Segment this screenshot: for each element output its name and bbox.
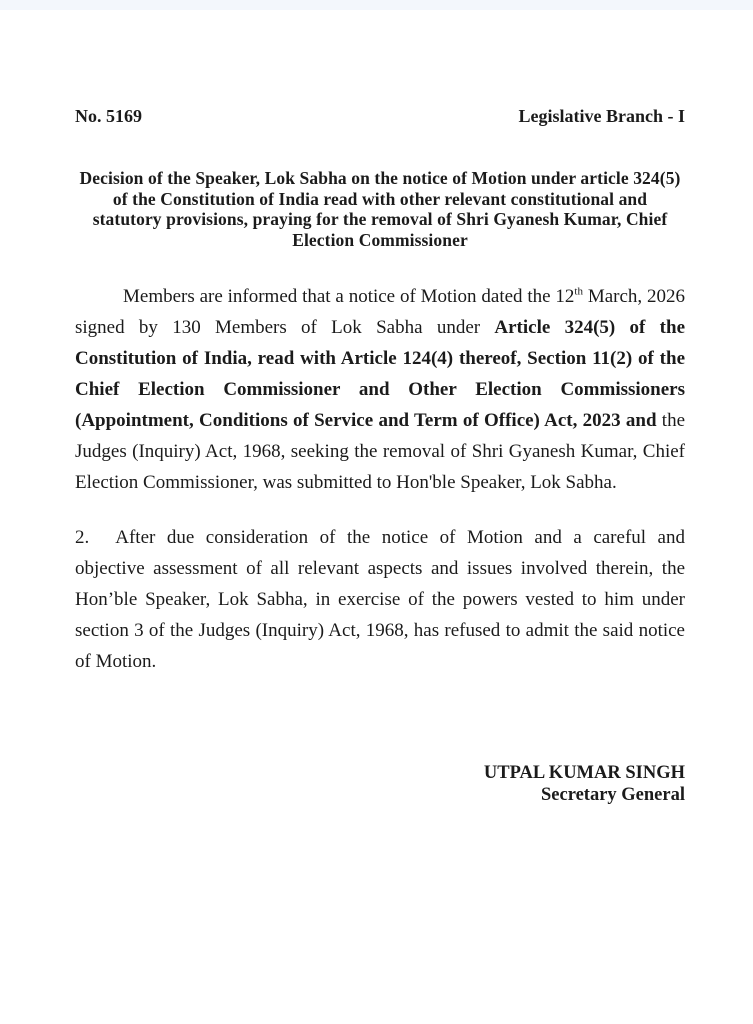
branch-label: Legislative Branch - I: [518, 106, 685, 126]
text-segment-superscript: th: [574, 285, 583, 298]
document-title-line: of the Constitution of India read with other relevant constitutional and: [112, 188, 648, 209]
document-number: No. 5169: [75, 106, 142, 126]
paragraph-speaker-decision: [75, 522, 685, 677]
text-segment: Members are informed that a notice of Motion dated the 12: [123, 286, 575, 307]
paragraph-number: 2.: [75, 527, 90, 548]
signatory-name: UTPAL KUMAR SINGH: [483, 763, 685, 783]
document-page: [0, 10, 753, 806]
scan-top-strip: [0, 0, 753, 10]
paragraph-speaker-decision-text: [75, 527, 685, 672]
document-title-line: Decision of the Speaker, Lok Sabha on the notice of Motion under article 324(5): [79, 168, 681, 188]
signature-block: [75, 763, 685, 806]
paragraph-notice-of-motion: [75, 281, 685, 498]
text-segment-bold: Article 324(5) of the Constitution of India, read with Article 124(4) thereof, Section 11(2) of the Chief Election Commissioner and Other Election Commissioners (Appointment, Conditions of Service and Term of Office) Act, 2023 and: [75, 317, 685, 431]
document-title: [75, 168, 685, 250]
text-segment: the Judges (Inquiry) Act, 1968, seeking the removal of Shri Gyanesh Kumar, Chief Election Commissioner, was submitted to Hon'ble Speaker, Lok Sabha.: [75, 410, 685, 493]
text-segment: March, 2026 signed by 130 Members of Lok Sabha under: [75, 286, 685, 338]
document-header: [75, 105, 685, 128]
signatory-designation: Secretary General: [541, 784, 685, 805]
document-title-line: Election Commissioner: [292, 229, 468, 250]
text-segment: After due consideration of the notice of Motion and a careful and objective assessment of all relevant aspects and issues involved therein, the Hon’ble Speaker, Lok Sabha, in exercise of the powers vested to him under section 3 of the Judges (Inquiry) Act, 1968, has refused to admit the said notice of Motion.: [75, 527, 685, 672]
document-title-line: statutory provisions, praying for the removal of Shri Gyanesh Kumar, Chief: [92, 209, 668, 229]
